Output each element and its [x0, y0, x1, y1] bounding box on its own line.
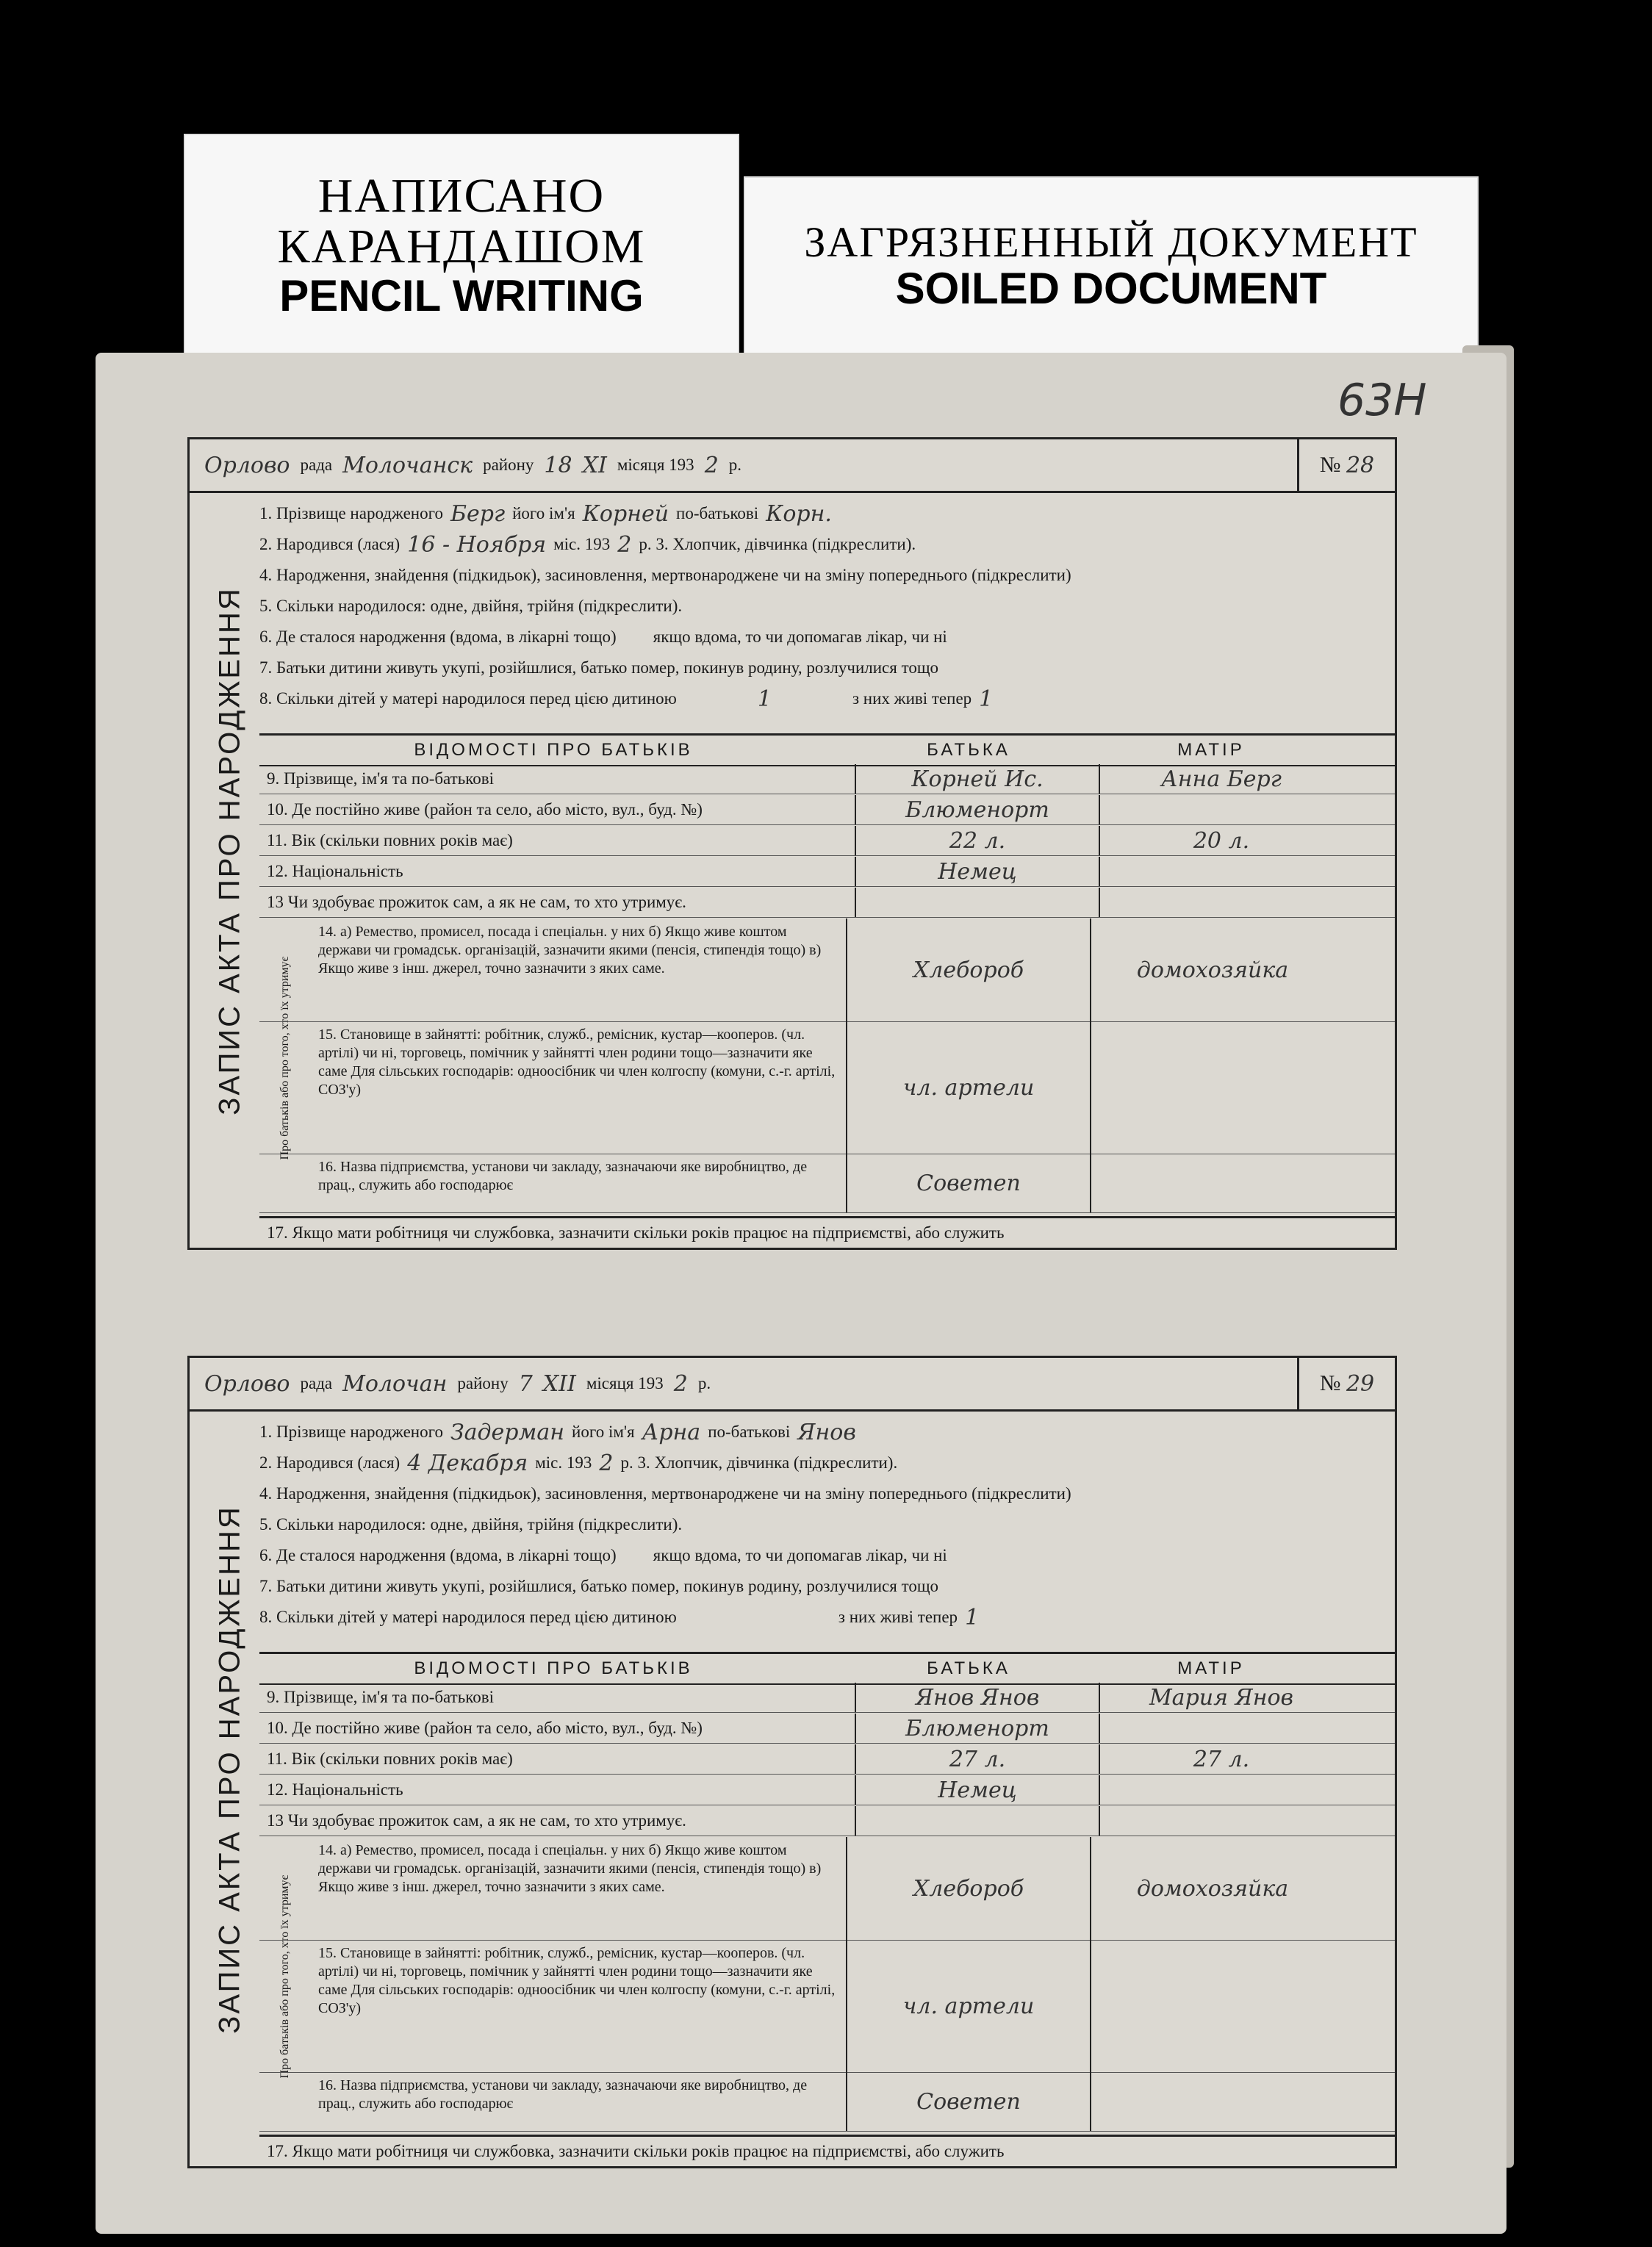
form-header: Орлово рада Молочан району 7 XII місяця 193 2 р. [190, 1358, 1395, 1412]
record-number: № 29 [1297, 1358, 1395, 1409]
card-ru-line1: НАПИСАНО [317, 169, 606, 223]
birth-record-form: ЗАПИС АКТА ПРО НАРОДЖЕННЯ Орлово рада Молочанск району 18 XI місяця 193 2 р. № 28 1. Прізвище народженого Берг його ім'я Корней по-батькові Корн. 2. Народився (лася) 16 - Ноября міс. 193 2 р. 3. Хлопчик, дівчинка (підкреслити). 4. Народження, знайдення (підкидьок), засиновлення, мертвонароджене чи на зміну попереднього (підкреслити) 5. Скільки народилося: одне, двійня, трійня (підкреслити). 6. Де сталося народження (вдома, в лікарні тощо) якщо вдома, то чи допомагав лікар, чи ні 7. Батьки дитини живуть укупі, розійшлися, батько помер, покинув родину, розлучилися тощо 8. Скільки дітей у матері народилося перед цією дитиною 1 з них живі тепер 1 ВІДОМОСТІ ПРО БАТЬКІВ БАТЬКА МАТІР 9. Прізвище, ім'я та по-батькові Корней Ис. Анна Берг 10. Де постійно живе (район та село, або місто, вул., буд. №) Блюменорт 11. Вік (скільки повних років має) 22 л. 20 л. 12. Національність Немец 13 Чи здобуває прожиток сам, а як не сам, то хто утримує. Про батьків або про того, хто їх утримує 14. а) Ремество, промисел, посада і спеціальн. у них б) Якщо живе коштом держави чи громадськ. організацій, зазначити якими (пенсія, стипендія тощо) в) Якщо живе з інш. джерел, точно зазначити з яких саме. Хлебороб домохозяйка 15. Становище в зайнятті: робітник, служб., ремісник, кустар—кооперов. (чл. артілі) чи ні, торговець, помічник у зайнятті член родини тощо—зазначити яке саме Для сільських господарів: одноосібник чи член колгоспу (комуни, с.-г. артілі, СОЗ'у) чл. артели 16. Назва підприємства, установи чи закладу, зазначаючи яке виробництво, де прац., служить або господарює Советеп 17. Якщо мати робітниця чи службовка, зазначити скільки років працює на підприємстві, або служить [187, 437, 1397, 1250]
form-footer: 17. Якщо мати робітниця чи службовка, зазначити скільки років працює на підприємстві, або служить [259, 1216, 1395, 1248]
card-ru-line2: КАРАНДАШОМ [277, 220, 646, 274]
record-rows: 1. Прізвище народженого Берг його ім'я Корней по-батькові Корн. 2. Народився (лася) 16 - Ноября міс. 193 2 р. 3. Хлопчик, дівчинка (підкреслити). 4. Народження, знайдення (підкидьок), засиновлення, мертвонароджене чи на зміну попереднього (підкреслити) 5. Скільки народилося: одне, двійня, трійня (підкреслити). 6. Де сталося народження (вдома, в лікарні тощо) якщо вдома, то чи допомагав лікар, чи ні 7. Батьки дитини живуть укупі, розійшлися, батько помер, покинув родину, розлучилися тощо 8. Скільки дітей у матері народилося перед цією дитиною 1 з них живі тепер 1 [259, 500, 1071, 712]
side-small-label: Про батьків або про того, хто їх утримує [279, 956, 291, 1160]
folio-number: 63Н [1337, 375, 1427, 426]
side-title: ЗАПИС АКТА ПРО НАРОДЖЕННЯ [213, 1505, 246, 2034]
side-title: ЗАПИС АКТА ПРО НАРОДЖЕННЯ [213, 586, 246, 1115]
card-soiled-ru: ЗАГРЯЗНЕННЫЙ ДОКУМЕНТ [804, 218, 1418, 266]
card-soiled-en: SOILED DOCUMENT [895, 263, 1327, 313]
parents-header: ВІДОМОСТІ ПРО БАТЬКІВ БАТЬКА МАТІР [259, 1652, 1395, 1685]
card-en: PENCIL WRITING [279, 270, 644, 320]
record-rows: 1. Прізвище народженого Задерман його ім'я Арна по-батькові Янов 2. Народився (лася) 4 Декабря міс. 193 2 р. 3. Хлопчик, дівчинка (підкреслити). 4. Народження, знайдення (підкидьок), засиновлення, мертвонароджене чи на зміну попереднього (підкреслити) 5. Скільки народилося: одне, двійня, трійня (підкреслити). 6. Де сталося народження (вдома, в лікарні тощо) якщо вдома, то чи допомагав лікар, чи ні 7. Батьки дитини живуть укупі, розійшлися, батько помер, покинув родину, розлучилися тощо 8. Скільки дітей у матері народилося перед цією дитиною з них живі тепер 1 [259, 1419, 1071, 1631]
soiled-document-label [744, 176, 1479, 367]
record-number: № 28 [1297, 439, 1395, 491]
birth-record-form: ЗАПИС АКТА ПРО НАРОДЖЕННЯ Орлово рада Молочан району 7 XII місяця 193 2 р. № 29 1. Прізвище народженого Задерман його ім'я Арна по-батькові Янов 2. Народився (лася) 4 Декабря міс. 193 2 р. 3. Хлопчик, дівчинка (підкреслити). 4. Народження, знайдення (підкидьок), засиновлення, мертвонароджене чи на зміну попереднього (підкреслити) 5. Скільки народилося: одне, двійня, трійня (підкреслити). 6. Де сталося народження (вдома, в лікарні тощо) якщо вдома, то чи допомагав лікар, чи ні 7. Батьки дитини живуть укупі, розійшлися, батько помер, покинув родину, розлучилися тощо 8. Скільки дітей у матері народилося перед цією дитиною з них живі тепер 1 ВІДОМОСТІ ПРО БАТЬКІВ БАТЬКА МАТІР 9. Прізвище, ім'я та по-батькові Янов Янов Мария Янов 10. Де постійно живе (район та село, або місто, вул., буд. №) Блюменорт 11. Вік (скільки повних років має) 27 л. 27 л. 12. Національність Немец 13 Чи здобуває прожиток сам, а як не сам, то хто утримує. Про батьків або про того, хто їх утримує 14. а) Ремество, промисел, посада і спеціальн. у них б) Якщо живе коштом держави чи громадськ. організацій, зазначити якими (пенсія, стипендія тощо) в) Якщо живе з інш. джерел, точно зазначити з яких саме. Хлебороб домохозяйка 15. Становище в зайнятті: робітник, служб., ремісник, кустар—кооперов. (чл. артілі) чи ні, торговець, помічник у зайнятті член родини тощо—зазначити яке саме Для сільських господарів: одноосібник чи член колгоспу (комуни, с.-г. артілі, СОЗ'у) чл. артели 16. Назва підприємства, установи чи закладу, зазначаючи яке виробництво, де прац., служить або господарює Советеп 17. Якщо мати робітниця чи службовка, зазначити скільки років працює на підприємстві, або служить [187, 1356, 1397, 2168]
side-small-label: Про батьків або про того, хто їх утримує [279, 1874, 291, 2079]
form-header: Орлово рада Молочанск району 18 XI місяця 193 2 р. [190, 439, 1395, 493]
pencil-writing-label [184, 134, 739, 384]
parents-header: ВІДОМОСТІ ПРО БАТЬКІВ БАТЬКА МАТІР [259, 733, 1395, 766]
form-footer: 17. Якщо мати робітниця чи службовка, зазначити скільки років працює на підприємстві, або служить [259, 2135, 1395, 2166]
